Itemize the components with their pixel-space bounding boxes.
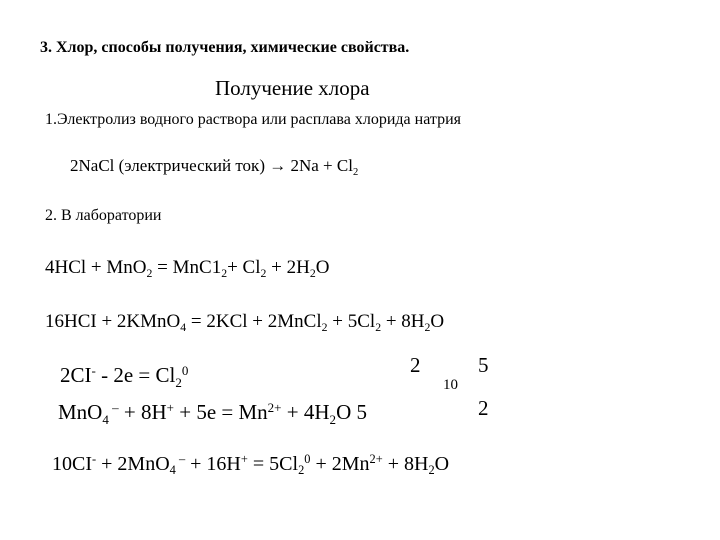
slide-heading: 3. Хлор, способы получения, химические свойства. [40, 39, 410, 56]
method2-title: 2. В лаборатории [45, 207, 162, 224]
common-multiple: 10 [443, 377, 458, 393]
half-reaction-manganese: MnO$_4$ $^- + 8H^+ + 5e = Mn^{2+} + 4H_2O$ 5 [58, 399, 367, 427]
electron-count-chlorine: 2 [410, 353, 421, 377]
ionic-equation: 10CI- + 2MnO$_4$ $^- + 16H^+ = 5Cl_2^0 + 2Mn^{2+} + 8H_2O$ [52, 452, 450, 478]
coefficient-manganese: 2 [478, 396, 489, 420]
half-reaction-chlorine: $2CI^- - 2e = Cl_2^0$ [60, 362, 189, 390]
electrolysis-equation: 2NaCl (электрический $ток) \to 2Na + Cl_2$ [70, 156, 359, 178]
coefficient-chlorine: 5 [478, 353, 489, 377]
lab-equation-1: $4HCl + MnO_2 = MnC1_2+ Cl_2 + 2H_2O$ [45, 257, 330, 281]
section-title: Получение хлора [215, 76, 370, 100]
lab-equation-2: 16HCI + 2KMnO$_4$ = 2KCl + 2MnCl$_2$ + $5Cl_2 + 8H_2O$ [45, 311, 445, 335]
method1-title: 1.Электролиз водного раствора или расплава хлорида натрия [45, 111, 461, 128]
